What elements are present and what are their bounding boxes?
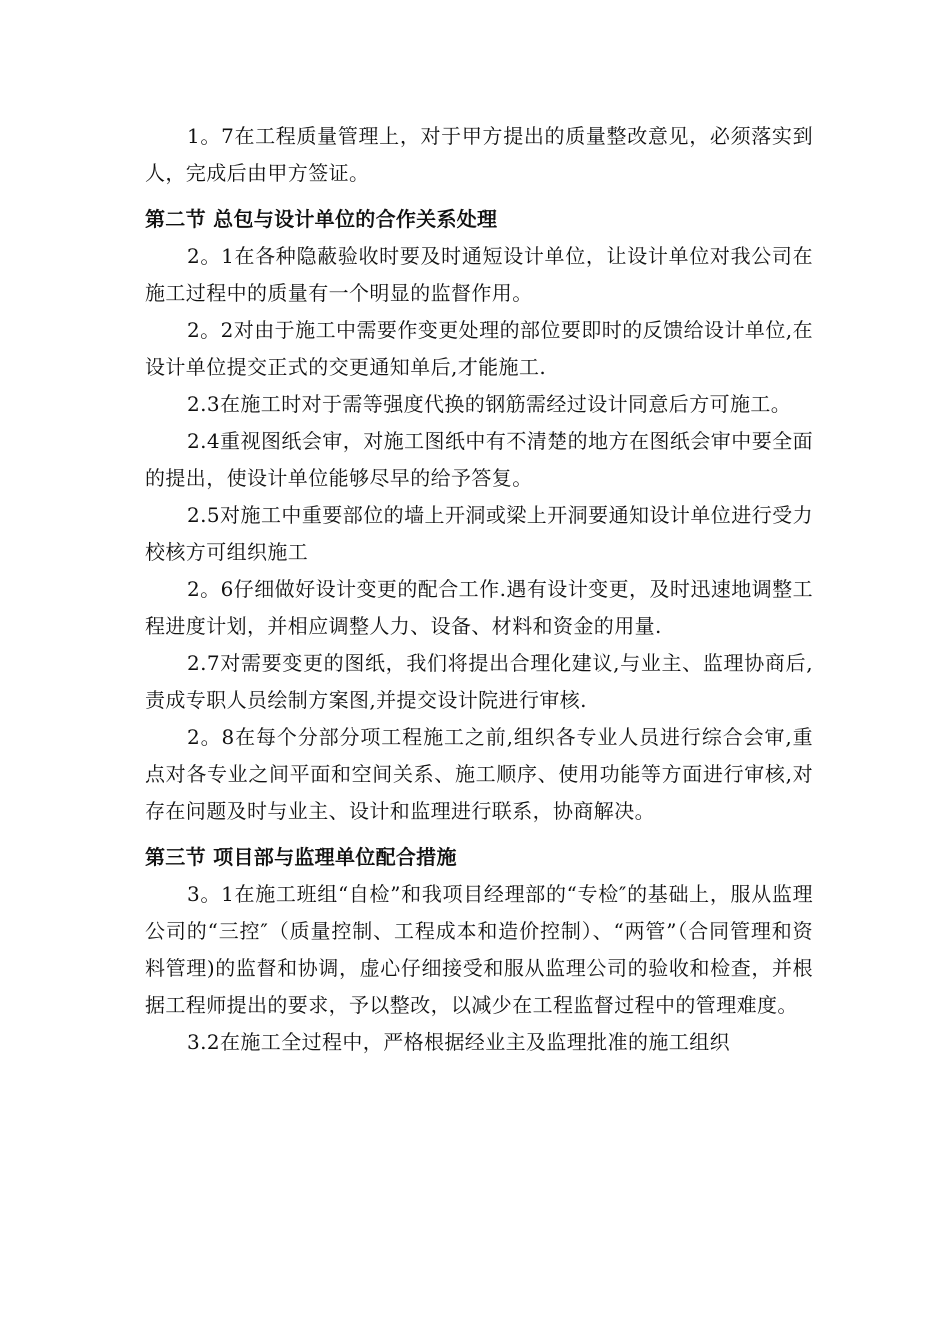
section-heading-3: 第三节 项目部与监理单位配合措施 [145,845,457,869]
paragraph-2-5: 2.5对施工中重要部位的墙上开洞或梁上开洞要通知设计单位进行受力校核方可组织施工 [145,503,813,564]
paragraph-2-7: 2.7对需要变更的图纸，我们将提出合理化建议,与业主、监理协商后,责成专职人员绘制方案图,并提交设计院进行审核. [145,651,813,712]
document-body [145,118,813,1061]
paragraph-2-2: 2。2对由于施工中需要作变更处理的部位要即时的反馈给设计单位,在设计单位提交正式的交更通知单后,才能施工. [145,318,813,379]
paragraph-2-4: 2.4重视图纸会审，对施工图纸中有不清楚的地方在图纸会审中要全面的提出，使设计单位能够尽早的给予答复。 [145,429,813,490]
section-gap [145,192,813,201]
paragraph-2-1: 2。1在各种隐蔽验收时要及时通短设计单位，让设计单位对我公司在施工过程中的质量有一个明显的监督作用。 [145,244,813,305]
paragraph-3-2: 3.2在施工全过程中，严格根据经业主及监理批准的施工组织 [187,1030,731,1054]
paragraph-2-3: 2.3在施工时对于需等强度代换的钢筋需经过设计同意后方可施工。 [187,392,792,416]
section-gap [145,830,813,839]
paragraph-3-1: 3。1在施工班组“自检”和我项目经理部的“专检″的基础上，服从监理公司的“三控″（质量控制、工程成本和造价控制）、“两管”（合同管理和资料管理)的监督和协调，虚心仔细接受和服从监理公司的验收和检查，并根据工程师提出的要求，予以整改，以减少在工程监督过程中的管理难度。 [145,882,813,1017]
paragraph-2-8: 2。8在每个分部分项工程施工之前,组织各专业人员进行综合会审,重点对各专业之间平面和空间关系、施工顺序、使用功能等方面进行审核,对存在问题及时与业主、设计和监理进行联系，协商解决。 [145,725,813,823]
paragraph-1-7: 1。7在工程质量管理上，对于甲方提出的质量整改意见，必须落实到人，完成后由甲方签证。 [145,124,813,185]
section-heading-2: 第二节 总包与设计单位的合作关系处理 [145,207,498,231]
paragraph-2-6: 2。6仔细做好设计变更的配合工作.遇有设计变更，及时迅速地调整工程进度计划，并相应调整人力、设备、材料和资金的用量. [145,577,813,638]
